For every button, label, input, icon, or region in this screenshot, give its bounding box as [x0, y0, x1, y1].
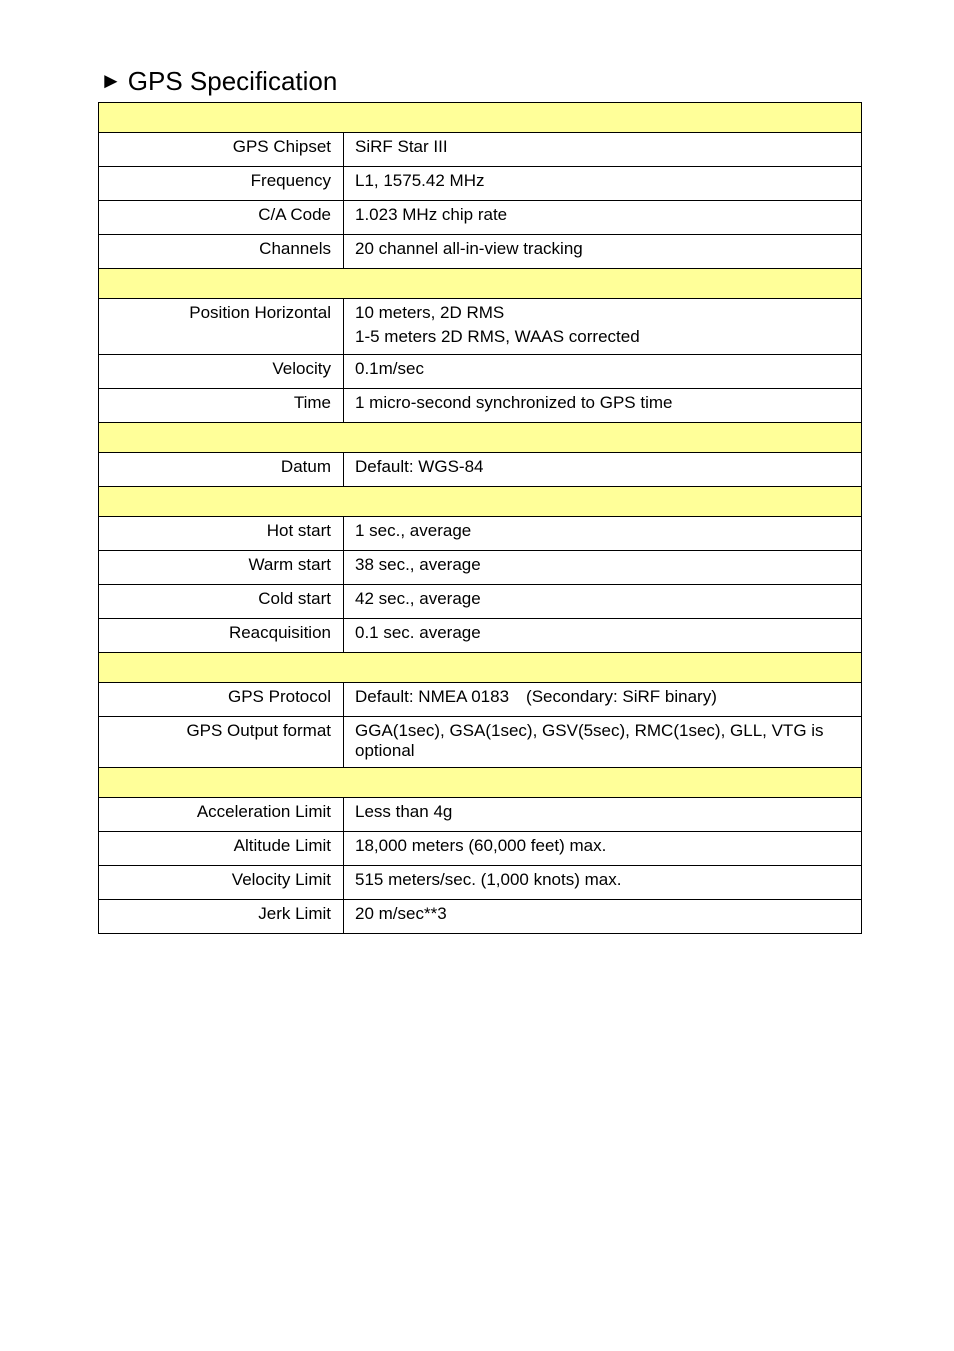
spec-value: 42 sec., average: [344, 585, 862, 619]
spec-value: 20 channel all-in-view tracking: [344, 235, 862, 269]
spec-label: GPS Protocol: [99, 683, 344, 717]
spec-value: Default: WGS-84: [344, 453, 862, 487]
spec-value: 18,000 meters (60,000 feet) max.: [344, 832, 862, 866]
section-header-cell: [99, 768, 862, 798]
table-row: [99, 798, 862, 832]
spec-label: Time: [99, 389, 344, 423]
section-header-row: [99, 269, 862, 299]
table-row: [99, 683, 862, 717]
table-row: [99, 453, 862, 487]
section-header-cell: [99, 103, 862, 133]
spec-label: Warm start: [99, 551, 344, 585]
spec-value: L1, 1575.42 MHz: [344, 167, 862, 201]
spec-label: GPS Output format: [99, 717, 344, 768]
section-header-row: [99, 653, 862, 683]
table-row: [99, 355, 862, 389]
spec-label: Velocity: [99, 355, 344, 389]
spec-value: 515 meters/sec. (1,000 knots) max.: [344, 866, 862, 900]
section-header-cell: [99, 423, 862, 453]
spec-value: GGA(1sec), GSA(1sec), GSV(5sec), RMC(1sec), GLL, VTG is optional: [344, 717, 862, 768]
table-row: [99, 551, 862, 585]
section-header-cell: [99, 269, 862, 299]
table-row: [99, 585, 862, 619]
spec-label: Velocity Limit: [99, 866, 344, 900]
table-row: [99, 389, 862, 423]
spec-value: [344, 299, 862, 355]
table-row: [99, 299, 862, 355]
spec-value: 38 sec., average: [344, 551, 862, 585]
spec-value: SiRF Star III: [344, 133, 862, 167]
spec-value: 1 micro-second synchronized to GPS time: [344, 389, 862, 423]
table-row: [99, 717, 862, 768]
table-row: [99, 619, 862, 653]
table-row: [99, 517, 862, 551]
spec-label: Position Horizontal: [99, 299, 344, 355]
section-header-row: [99, 423, 862, 453]
section-header-cell: [99, 487, 862, 517]
spec-label: Datum: [99, 453, 344, 487]
spec-value: 0.1 sec. average: [344, 619, 862, 653]
table-row: [99, 133, 862, 167]
triangle-arrow-icon: ►: [100, 68, 122, 93]
spec-label: Jerk Limit: [99, 900, 344, 934]
spec-label: Hot start: [99, 517, 344, 551]
spec-value: Less than 4g: [344, 798, 862, 832]
spec-value-line: 10 meters, 2D RMS: [355, 303, 505, 322]
spec-label: Acceleration Limit: [99, 798, 344, 832]
page-title: [100, 64, 337, 100]
spec-label: Altitude Limit: [99, 832, 344, 866]
gps-spec-table: [98, 102, 862, 934]
spec-label: GPS Chipset: [99, 133, 344, 167]
section-header-row: [99, 103, 862, 133]
spec-label: Reacquisition: [99, 619, 344, 653]
spec-label: C/A Code: [99, 201, 344, 235]
spec-value: 1 sec., average: [344, 517, 862, 551]
table-row: [99, 900, 862, 934]
spec-value: Default: NMEA 0183 (Secondary: SiRF binary): [344, 683, 862, 717]
table-row: [99, 832, 862, 866]
page-title-text: GPS Specification: [127, 66, 338, 96]
section-header-row: [99, 768, 862, 798]
spec-value: 1.023 MHz chip rate: [344, 201, 862, 235]
spec-value-line: 1-5 meters 2D RMS, WAAS corrected: [355, 327, 640, 346]
table-row: [99, 167, 862, 201]
section-header-row: [99, 487, 862, 517]
spec-value: 20 m/sec**3: [344, 900, 862, 934]
section-header-cell: [99, 653, 862, 683]
spec-label: Cold start: [99, 585, 344, 619]
table-row: [99, 235, 862, 269]
table-row: [99, 201, 862, 235]
table-row: [99, 866, 862, 900]
spec-label: Channels: [99, 235, 344, 269]
spec-value: 0.1m/sec: [344, 355, 862, 389]
spec-label: Frequency: [99, 167, 344, 201]
